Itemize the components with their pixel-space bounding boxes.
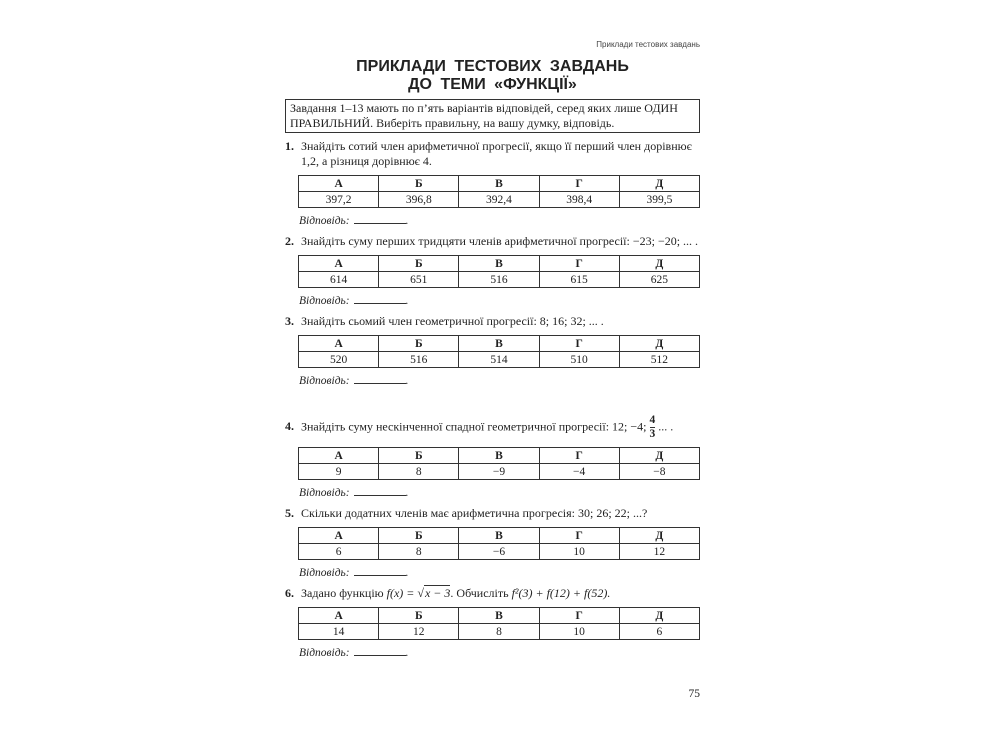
options-table-1 xyxy=(298,175,700,208)
answer-blank[interactable] xyxy=(354,383,406,384)
option-header: В xyxy=(459,336,539,352)
option-header: А xyxy=(299,448,379,464)
option-header: Г xyxy=(539,608,619,624)
option-value: 397,2 xyxy=(299,192,379,208)
option-header: Б xyxy=(379,608,459,624)
option-header: Г xyxy=(539,528,619,544)
option-value: 514 xyxy=(459,352,539,368)
option-value: 516 xyxy=(459,272,539,288)
answer-label: Відповідь: xyxy=(299,567,350,579)
option-header: Б xyxy=(379,528,459,544)
option-header: А xyxy=(299,176,379,192)
expression: f²(3) + f(12) + f(52). xyxy=(511,586,611,600)
page-title xyxy=(285,58,700,94)
option-header: Б xyxy=(379,448,459,464)
option-header: А xyxy=(299,256,379,272)
option-value: 516 xyxy=(379,352,459,368)
option-header: А xyxy=(299,608,379,624)
option-value: 651 xyxy=(379,272,459,288)
question-text-mid: . Обчисліть xyxy=(450,586,512,600)
answer-blank[interactable] xyxy=(354,303,406,304)
option-value: −4 xyxy=(539,464,619,480)
option-value: 9 xyxy=(299,464,379,480)
option-value: 510 xyxy=(539,352,619,368)
question-text: Скільки додатних членів має арифметична прогресія: 30; 26; 22; ...? xyxy=(301,506,648,520)
option-header: Б xyxy=(379,256,459,272)
option-value: 10 xyxy=(539,624,619,640)
answer-line-4: Відповідь: . xyxy=(299,487,409,499)
answer-line-5: Відповідь: . xyxy=(299,567,409,579)
option-value: 6 xyxy=(299,544,379,560)
question-number: 2. xyxy=(285,234,294,248)
answer-label: Відповідь: xyxy=(299,647,350,659)
question-text: Знайдіть суму нескінченної спадної геометричної прогресії: 12; −4; xyxy=(301,419,647,434)
answer-label: Відповідь: xyxy=(299,295,350,307)
spacer xyxy=(285,394,700,408)
option-header: Г xyxy=(539,336,619,352)
question-text: Задано функцію xyxy=(301,586,387,600)
options-table-3 xyxy=(298,335,700,368)
option-value: −9 xyxy=(459,464,539,480)
question-6 xyxy=(285,586,700,601)
answer-line-3: Відповідь: . xyxy=(299,375,409,387)
option-header: В xyxy=(459,256,539,272)
option-header: Г xyxy=(539,176,619,192)
answer-line-6: Відповідь: . xyxy=(299,647,409,659)
question-number: 6. xyxy=(285,586,294,600)
option-header: Д xyxy=(619,528,699,544)
answer-label: Відповідь: xyxy=(299,215,350,227)
option-value: 8 xyxy=(459,624,539,640)
title-line-1: ПРИКЛАДИ ТЕСТОВИХ ЗАВДАНЬ xyxy=(356,58,629,75)
answer-line-1: Відповідь: . xyxy=(299,215,409,227)
option-header: В xyxy=(459,176,539,192)
option-header: В xyxy=(459,608,539,624)
option-header: Г xyxy=(539,448,619,464)
option-header: Д xyxy=(619,336,699,352)
option-value: 12 xyxy=(619,544,699,560)
question-number: 5. xyxy=(285,506,294,520)
option-header: Б xyxy=(379,176,459,192)
options-table-5 xyxy=(298,527,700,560)
answer-label: Відповідь: xyxy=(299,487,350,499)
option-value: 6 xyxy=(619,624,699,640)
option-value: 614 xyxy=(299,272,379,288)
title-line-2: ДО ТЕМИ «ФУНКЦІЇ» xyxy=(408,76,577,93)
question-number: 4. xyxy=(285,419,294,434)
option-header: Д xyxy=(619,448,699,464)
question-text-cont: 1,2, а різниця дорівнює 4. xyxy=(301,154,432,168)
fraction-denominator: 3 xyxy=(649,428,656,440)
page xyxy=(285,40,700,700)
running-header: Приклади тестових завдань xyxy=(596,40,700,49)
options-table-2 xyxy=(298,255,700,288)
option-value: 512 xyxy=(619,352,699,368)
option-value: 396,8 xyxy=(379,192,459,208)
fraction-numerator: 4 xyxy=(649,414,656,426)
answer-blank[interactable] xyxy=(354,223,406,224)
question-2 xyxy=(285,234,700,249)
option-value: 625 xyxy=(619,272,699,288)
option-value: 10 xyxy=(539,544,619,560)
function-def: f(x) = xyxy=(386,586,418,600)
options-table-6 xyxy=(298,607,700,640)
option-value: 398,4 xyxy=(539,192,619,208)
answer-blank[interactable] xyxy=(354,575,406,576)
option-header: Д xyxy=(619,176,699,192)
sqrt-argument: x − 3 xyxy=(424,586,451,600)
option-header: В xyxy=(459,448,539,464)
option-value: 14 xyxy=(299,624,379,640)
option-value: 615 xyxy=(539,272,619,288)
option-value: 8 xyxy=(379,544,459,560)
option-header: Г xyxy=(539,256,619,272)
question-text-end: ... . xyxy=(658,419,674,434)
sqrt-sign: √ xyxy=(417,586,424,600)
answer-blank[interactable] xyxy=(354,655,406,656)
option-header: Д xyxy=(619,608,699,624)
question-text: Знайдіть сьомий член геометричної прогресії: 8; 16; 32; ... . xyxy=(301,314,604,328)
question-4 xyxy=(285,414,700,441)
option-value: 8 xyxy=(379,464,459,480)
option-header: А xyxy=(299,336,379,352)
question-number: 1. xyxy=(285,139,294,153)
question-1 xyxy=(285,139,700,169)
question-text-cont: −20; ... . xyxy=(657,234,699,248)
options-table-4 xyxy=(298,447,700,480)
instructions-box: Завдання 1–13 мають по п’ять варіантів відповідей, серед яких лише ОДИН ПРАВИЛЬНИЙ. Виберіть правильну, на вашу думку, відповідь. xyxy=(285,99,700,133)
question-text: Знайдіть сотий член арифметичної прогресії, якщо її перший член дорівнює xyxy=(301,139,692,153)
option-header: Д xyxy=(619,256,699,272)
question-number: 3. xyxy=(285,314,294,328)
option-value: 520 xyxy=(299,352,379,368)
option-header: Б xyxy=(379,336,459,352)
answer-label: Відповідь: xyxy=(299,375,350,387)
option-value: −6 xyxy=(459,544,539,560)
answer-line-2: Відповідь: . xyxy=(299,295,409,307)
question-5 xyxy=(285,506,700,521)
option-header: В xyxy=(459,528,539,544)
question-text: Знайдіть суму перших тридцяти членів арифметичної прогресії: −23; xyxy=(301,234,655,248)
option-header: А xyxy=(299,528,379,544)
option-value: 12 xyxy=(379,624,459,640)
option-value: 399,5 xyxy=(619,192,699,208)
page-number: 75 xyxy=(688,688,700,700)
option-value: −8 xyxy=(619,464,699,480)
fraction xyxy=(650,414,656,441)
option-value: 392,4 xyxy=(459,192,539,208)
answer-blank[interactable] xyxy=(354,495,406,496)
question-3 xyxy=(285,314,700,329)
